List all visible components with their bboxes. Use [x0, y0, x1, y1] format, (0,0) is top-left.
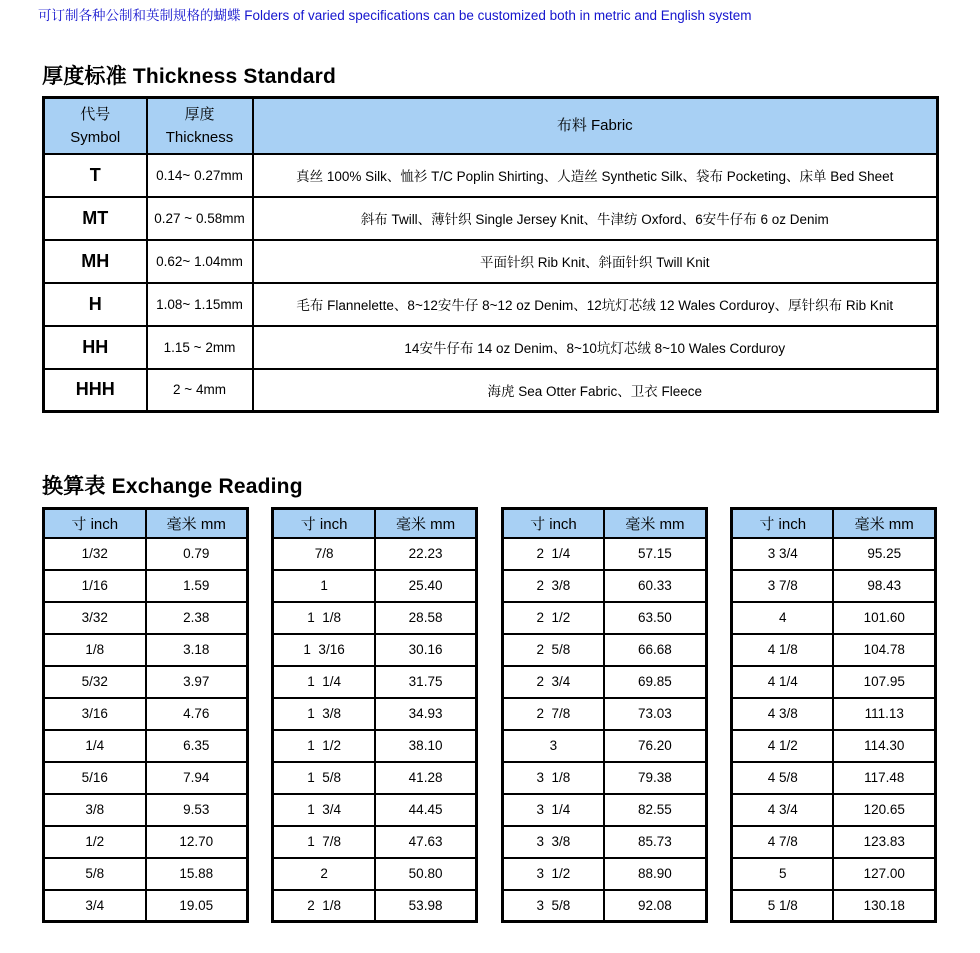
exchange-cell-mm: 104.78: [833, 634, 935, 666]
exchange-cell-mm: 53.98: [375, 890, 477, 922]
exchange-cell-inch: 3/32: [44, 602, 146, 634]
exchange-cell-mm: 92.08: [604, 890, 706, 922]
exchange-cell-mm: 22.23: [375, 538, 477, 570]
exchange-cell-inch: 2 1/8: [273, 890, 375, 922]
top-note-text: 可订制各种公制和英制规格的蝴蝶 Folders of varied specifications can be customized both in metric and English system: [38, 8, 752, 23]
header-thickness-zh: 厚度: [184, 105, 215, 123]
exchange-row: [273, 538, 477, 570]
exchange-cell-mm: 111.13: [833, 698, 935, 730]
header-mm: 毫米 mm: [833, 509, 935, 538]
exchange-cell-mm: 9.53: [146, 794, 248, 826]
exchange-cell-mm: 44.45: [375, 794, 477, 826]
exchange-cell-inch: 1 7/8: [273, 826, 375, 858]
exchange-cell-mm: 2.38: [146, 602, 248, 634]
exchange-cell-inch: 2 3/8: [502, 570, 604, 602]
exchange-cell-mm: 19.05: [146, 890, 248, 922]
thickness-cell-fabric: 平面针织 Rib Knit、斜面针织 Twill Knit: [253, 240, 938, 283]
thickness-cell-symbol: T: [44, 154, 147, 197]
header-thickness-en: Thickness: [165, 128, 234, 146]
exchange-header-row: [44, 509, 248, 538]
exchange-cell-mm: 66.68: [604, 634, 706, 666]
exchange-cell-inch: 4 3/4: [731, 794, 833, 826]
exchange-cell-inch: 2 3/4: [502, 666, 604, 698]
exchange-cell-mm: 98.43: [833, 570, 935, 602]
thickness-table-body: [44, 154, 938, 412]
exchange-row: [273, 570, 477, 602]
exchange-row: [731, 634, 935, 666]
exchange-header-row: [731, 509, 935, 538]
exchange-row: [273, 794, 477, 826]
exchange-row: [44, 730, 248, 762]
exchange-row: [44, 762, 248, 794]
header-fabric: 布料 Fabric: [253, 98, 938, 154]
exchange-cell-mm: 3.18: [146, 634, 248, 666]
exchange-cell-inch: 3 3/8: [502, 826, 604, 858]
exchange-cell-inch: 5 1/8: [731, 890, 833, 922]
exchange-row: [731, 858, 935, 890]
exchange-row: [502, 826, 706, 858]
exchange-row: [731, 570, 935, 602]
thickness-cell-fabric: 真丝 100% Silk、恤衫 T/C Poplin Shirting、人造丝 Synthetic Silk、袋布 Pocketing、床单 Bed Sheet: [253, 154, 938, 197]
exchange-cell-inch: 5/8: [44, 858, 146, 890]
thickness-cell-thickness: 1.08~ 1.15mm: [147, 283, 253, 326]
thickness-cell-symbol: MT: [44, 197, 147, 240]
exchange-cell-inch: 3 1/4: [502, 794, 604, 826]
exchange-row: [273, 666, 477, 698]
thickness-row: [44, 240, 938, 283]
exchange-cell-inch: 3/4: [44, 890, 146, 922]
exchange-cell-inch: 2 1/4: [502, 538, 604, 570]
exchange-row: [44, 538, 248, 570]
thickness-cell-symbol: MH: [44, 240, 147, 283]
exchange-table: [501, 507, 708, 923]
exchange-cell-inch: 1/16: [44, 570, 146, 602]
thickness-cell-thickness: 2 ~ 4mm: [147, 369, 253, 412]
exchange-cell-mm: 107.95: [833, 666, 935, 698]
exchange-cell-mm: 130.18: [833, 890, 935, 922]
exchange-cell-inch: 3/8: [44, 794, 146, 826]
exchange-row: [273, 858, 477, 890]
exchange-cell-mm: 117.48: [833, 762, 935, 794]
exchange-row: [731, 538, 935, 570]
exchange-cell-mm: 6.35: [146, 730, 248, 762]
exchange-cell-mm: 4.76: [146, 698, 248, 730]
exchange-cell-mm: 1.59: [146, 570, 248, 602]
thickness-table: [42, 96, 939, 413]
exchange-row: [502, 858, 706, 890]
header-inch: 寸 inch: [731, 509, 833, 538]
exchange-section-title: 换算表 Exchange Reading: [42, 475, 303, 498]
exchange-row: [502, 538, 706, 570]
exchange-cell-mm: 47.63: [375, 826, 477, 858]
exchange-row: [731, 794, 935, 826]
header-mm: 毫米 mm: [604, 509, 706, 538]
exchange-row: [273, 762, 477, 794]
exchange-cell-inch: 5/32: [44, 666, 146, 698]
exchange-cell-mm: 101.60: [833, 602, 935, 634]
exchange-cell-inch: 3 3/4: [731, 538, 833, 570]
exchange-cell-inch: 3 7/8: [731, 570, 833, 602]
exchange-cell-mm: 60.33: [604, 570, 706, 602]
header-inch: 寸 inch: [44, 509, 146, 538]
exchange-cell-mm: 34.93: [375, 698, 477, 730]
header-inch: 寸 inch: [502, 509, 604, 538]
exchange-cell-inch: 1 3/8: [273, 698, 375, 730]
header-mm: 毫米 mm: [146, 509, 248, 538]
header-symbol-en: Symbol: [70, 128, 121, 146]
exchange-cell-mm: 95.25: [833, 538, 935, 570]
exchange-row: [502, 730, 706, 762]
exchange-cell-mm: 127.00: [833, 858, 935, 890]
thickness-cell-fabric: 毛布 Flannelette、8~12安牛仔 8~12 oz Denim、12坑灯芯绒 12 Wales Corduroy、厚针织布 Rib Knit: [253, 283, 938, 326]
thickness-cell-fabric: 海虎 Sea Otter Fabric、卫衣 Fleece: [253, 369, 938, 412]
exchange-table: [730, 507, 937, 923]
exchange-table: [271, 507, 478, 923]
exchange-cell-inch: 1 1/2: [273, 730, 375, 762]
exchange-cell-inch: 1 1/4: [273, 666, 375, 698]
thickness-header-row: [44, 98, 938, 154]
exchange-cell-inch: 1/8: [44, 634, 146, 666]
exchange-cell-mm: 12.70: [146, 826, 248, 858]
exchange-cell-inch: 4: [731, 602, 833, 634]
exchange-cell-mm: 31.75: [375, 666, 477, 698]
exchange-cell-mm: 7.94: [146, 762, 248, 794]
exchange-cell-mm: 82.55: [604, 794, 706, 826]
exchange-row: [731, 762, 935, 794]
exchange-cell-mm: 69.85: [604, 666, 706, 698]
exchange-cell-mm: 123.83: [833, 826, 935, 858]
thickness-cell-fabric: 14安牛仔布 14 oz Denim、8~10坑灯芯绒 8~10 Wales Corduroy: [253, 326, 938, 369]
thickness-row: [44, 283, 938, 326]
exchange-cell-inch: 2: [273, 858, 375, 890]
exchange-cell-inch: 4 1/8: [731, 634, 833, 666]
thickness-row: [44, 154, 938, 197]
exchange-cell-inch: 1 3/16: [273, 634, 375, 666]
exchange-cell-inch: 3 1/2: [502, 858, 604, 890]
header-mm: 毫米 mm: [375, 509, 477, 538]
exchange-row: [731, 826, 935, 858]
exchange-row: [273, 826, 477, 858]
exchange-cell-inch: 3/16: [44, 698, 146, 730]
exchange-cell-mm: 41.28: [375, 762, 477, 794]
thickness-cell-thickness: 1.15 ~ 2mm: [147, 326, 253, 369]
header-symbol: [44, 98, 147, 154]
exchange-row: [44, 794, 248, 826]
exchange-header-row: [502, 509, 706, 538]
exchange-cell-mm: 25.40: [375, 570, 477, 602]
thickness-cell-thickness: 0.62~ 1.04mm: [147, 240, 253, 283]
exchange-cell-inch: 4 7/8: [731, 826, 833, 858]
thickness-section-title: 厚度标准 Thickness Standard: [42, 65, 336, 88]
exchange-cell-inch: 5: [731, 858, 833, 890]
exchange-row: [273, 698, 477, 730]
exchange-row: [731, 602, 935, 634]
exchange-row: [502, 570, 706, 602]
thickness-table-header: [44, 98, 938, 154]
exchange-cell-inch: 7/8: [273, 538, 375, 570]
exchange-cell-mm: 79.38: [604, 762, 706, 794]
exchange-cell-inch: 1 1/8: [273, 602, 375, 634]
thickness-cell-symbol: HHH: [44, 369, 147, 412]
exchange-row: [731, 666, 935, 698]
exchange-row: [502, 794, 706, 826]
exchange-cell-inch: 2 7/8: [502, 698, 604, 730]
exchange-cell-mm: 30.16: [375, 634, 477, 666]
exchange-cell-inch: 1/4: [44, 730, 146, 762]
thickness-row: [44, 326, 938, 369]
exchange-cell-inch: 1 3/4: [273, 794, 375, 826]
exchange-cell-mm: 73.03: [604, 698, 706, 730]
exchange-cell-mm: 15.88: [146, 858, 248, 890]
exchange-cell-mm: 120.65: [833, 794, 935, 826]
thickness-cell-thickness: 0.14~ 0.27mm: [147, 154, 253, 197]
exchange-cell-mm: 3.97: [146, 666, 248, 698]
exchange-cell-mm: 88.90: [604, 858, 706, 890]
exchange-cell-inch: 1: [273, 570, 375, 602]
exchange-cell-mm: 85.73: [604, 826, 706, 858]
thickness-row: [44, 369, 938, 412]
thickness-cell-fabric: 斜布 Twill、薄针织 Single Jersey Knit、牛津纺 Oxford、6安牛仔布 6 oz Denim: [253, 197, 938, 240]
exchange-cell-inch: 1/32: [44, 538, 146, 570]
exchange-row: [502, 634, 706, 666]
exchange-row: [502, 666, 706, 698]
exchange-cell-inch: 1/2: [44, 826, 146, 858]
exchange-row: [273, 890, 477, 922]
exchange-row: [44, 890, 248, 922]
exchange-row: [731, 890, 935, 922]
exchange-cell-inch: 3 5/8: [502, 890, 604, 922]
exchange-row: [273, 602, 477, 634]
thickness-cell-symbol: HH: [44, 326, 147, 369]
header-inch: 寸 inch: [273, 509, 375, 538]
header-thickness: [147, 98, 253, 154]
exchange-row: [273, 634, 477, 666]
exchange-cell-inch: 5/16: [44, 762, 146, 794]
exchange-header-row: [273, 509, 477, 538]
exchange-row: [44, 698, 248, 730]
exchange-row: [273, 730, 477, 762]
exchange-row: [502, 890, 706, 922]
header-symbol-zh: 代号: [80, 105, 111, 123]
exchange-cell-mm: 38.10: [375, 730, 477, 762]
exchange-row: [502, 602, 706, 634]
exchange-row: [731, 730, 935, 762]
exchange-row: [44, 634, 248, 666]
exchange-cell-inch: 4 1/2: [731, 730, 833, 762]
exchange-cell-inch: 3: [502, 730, 604, 762]
exchange-cell-inch: 4 1/4: [731, 666, 833, 698]
exchange-cell-mm: 0.79: [146, 538, 248, 570]
exchange-cell-inch: 1 5/8: [273, 762, 375, 794]
exchange-cell-mm: 63.50: [604, 602, 706, 634]
exchange-cell-inch: 2 1/2: [502, 602, 604, 634]
exchange-row: [44, 858, 248, 890]
thickness-row: [44, 197, 938, 240]
exchange-cell-inch: 3 1/8: [502, 762, 604, 794]
exchange-row: [44, 570, 248, 602]
exchange-cell-mm: 28.58: [375, 602, 477, 634]
exchange-row: [44, 666, 248, 698]
exchange-row: [502, 698, 706, 730]
exchange-cell-inch: 2 5/8: [502, 634, 604, 666]
thickness-cell-symbol: H: [44, 283, 147, 326]
exchange-row: [731, 698, 935, 730]
exchange-cell-mm: 57.15: [604, 538, 706, 570]
exchange-cell-inch: 4 3/8: [731, 698, 833, 730]
exchange-cell-mm: 50.80: [375, 858, 477, 890]
exchange-tables: [42, 507, 937, 923]
exchange-cell-mm: 114.30: [833, 730, 935, 762]
exchange-cell-inch: 4 5/8: [731, 762, 833, 794]
exchange-row: [502, 762, 706, 794]
thickness-cell-thickness: 0.27 ~ 0.58mm: [147, 197, 253, 240]
exchange-table: [42, 507, 249, 923]
exchange-row: [44, 602, 248, 634]
exchange-cell-mm: 76.20: [604, 730, 706, 762]
exchange-row: [44, 826, 248, 858]
